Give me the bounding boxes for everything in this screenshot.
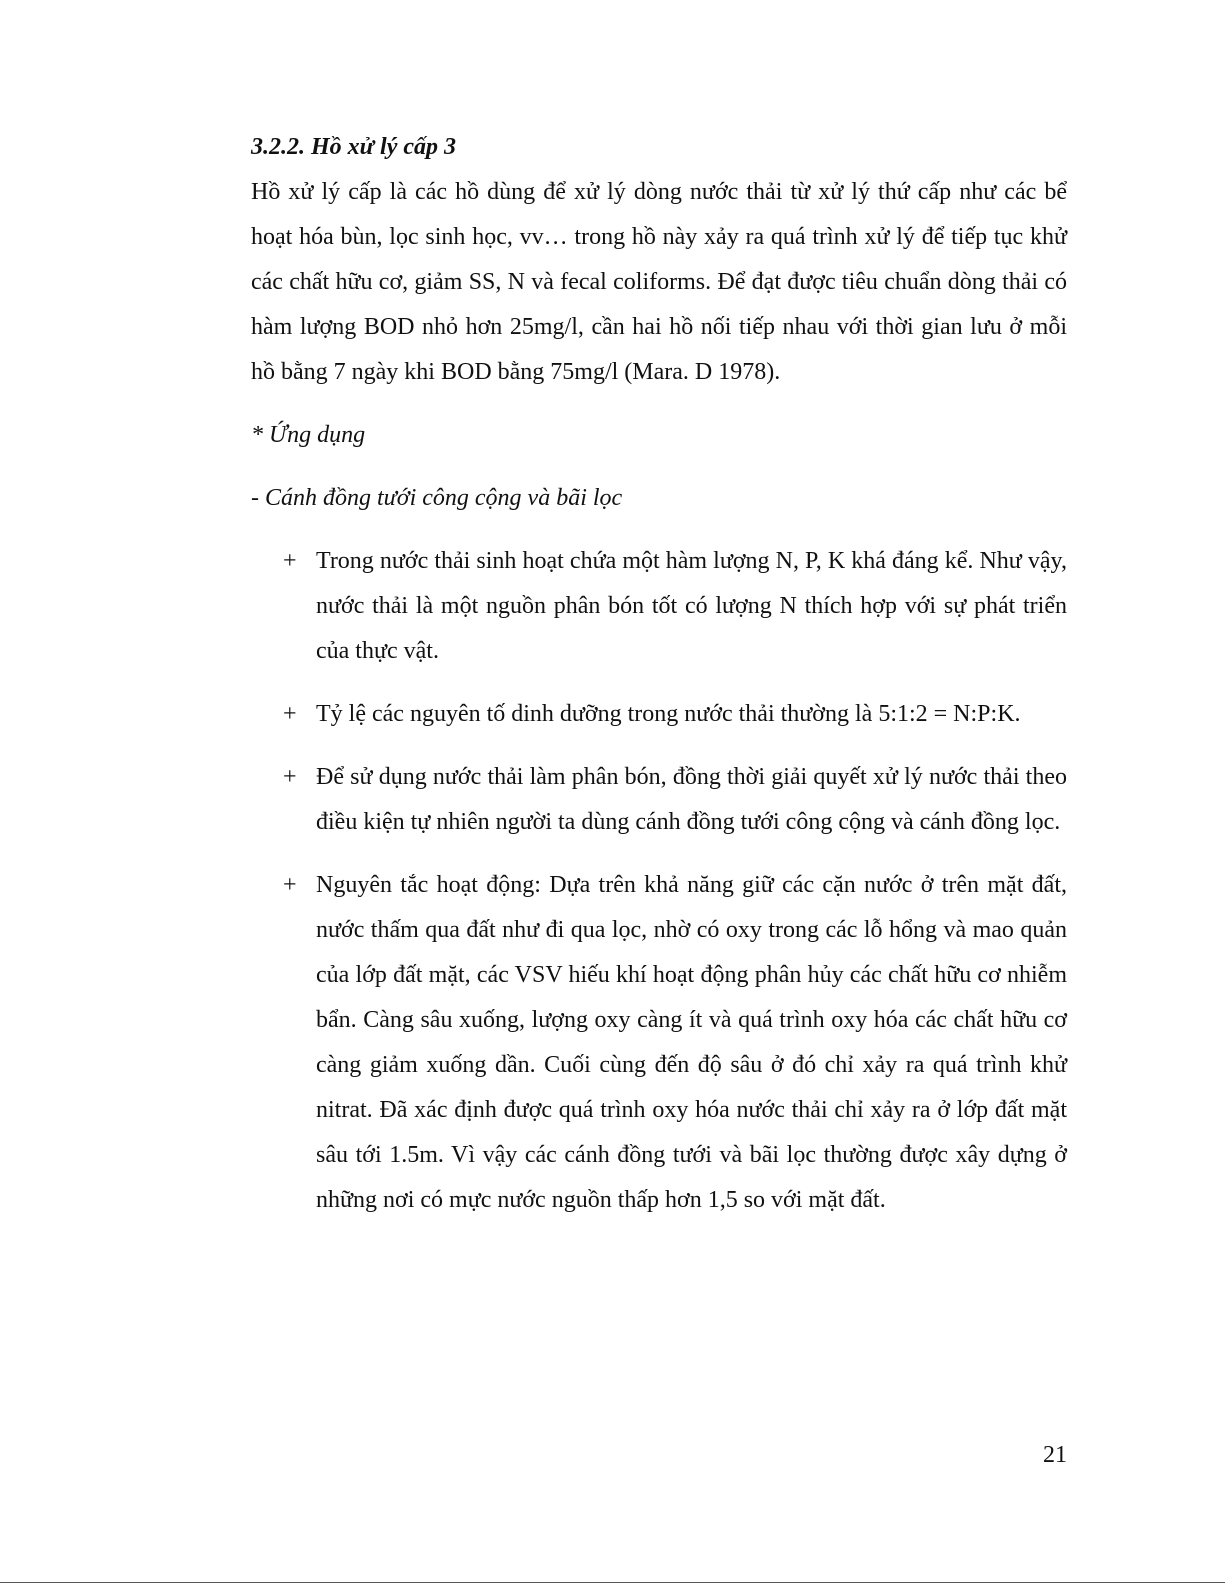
bottom-divider xyxy=(0,1582,1225,1583)
bullet-mark: + xyxy=(283,764,297,790)
list-item-text: Tỷ lệ các nguyên tố dinh dưỡng trong nước thải thường là 5:1:2 = N:P:K. xyxy=(316,701,1021,727)
page-content xyxy=(251,124,1067,1241)
bullet-list xyxy=(251,539,1067,1223)
section-heading: 3.2.2. Hồ xử lý cấp 3 xyxy=(251,134,457,160)
list-item xyxy=(251,539,1067,674)
list-item-text: Để sử dụng nước thải làm phân bón, đồng thời giải quyết xử lý nước thải theo điều kiện tự nhiên người ta dùng cánh đồng tưới công cộng và cánh đồng lọc. xyxy=(316,764,1067,835)
intro-paragraph: Hồ xử lý cấp là các hồ dùng để xử lý dòng nước thải từ xử lý thứ cấp như các bể hoạt hóa bùn, lọc sinh học, vv… trong hồ này xảy ra quá trình xử lý để tiếp tục khử các chất hữu cơ, giảm SS, N và fecal coliforms. Để đạt được tiêu chuẩn dòng thải có hàm lượng BOD nhỏ hơn 25mg/l, cần hai hồ nối tiếp nhau với thời gian lưu ở mỗi hồ bằng 7 ngày khi BOD bằng 75mg/l (Mara. D 1978). xyxy=(251,179,1067,385)
application-label: * Ứng dụng xyxy=(251,422,366,448)
list-item xyxy=(251,755,1067,845)
page-number: 21 xyxy=(1043,1442,1067,1468)
list-item xyxy=(251,692,1067,737)
bullet-mark: + xyxy=(283,872,297,898)
list-item xyxy=(251,863,1067,1223)
subheading: - Cánh đồng tưới công cộng và bãi lọc xyxy=(251,485,623,511)
bullet-mark: + xyxy=(283,701,297,727)
bullet-mark: + xyxy=(283,548,297,574)
list-item-text: Nguyên tắc hoạt động: Dựa trên khả năng giữ các cặn nước ở trên mặt đất, nước thấm qua đất như đi qua lọc, nhờ có oxy trong các lỗ hổng và mao quản của lớp đất mặt, các VSV hiếu khí hoạt động phân hủy các chất hữu cơ nhiễm bẩn. Càng sâu xuống, lượng oxy càng ít và quá trình oxy hóa các chất hữu cơ càng giảm xuống dần. Cuối cùng đến độ sâu ở đó chỉ xảy ra quá trình khử nitrat. Đã xác định được quá trình oxy hóa nước thải chỉ xảy ra ở lớp đất mặt sâu tới 1.5m. Vì vậy các cánh đồng tưới và bãi lọc thường được xây dựng ở những nơi có mực nước nguồn thấp hơn 1,5 so với mặt đất. xyxy=(316,872,1067,1213)
list-item-text: Trong nước thải sinh hoạt chứa một hàm lượng N, P, K khá đáng kể. Như vậy, nước thải là một nguồn phân bón tốt có lượng N thích hợp với sự phát triển của thực vật. xyxy=(316,548,1067,664)
